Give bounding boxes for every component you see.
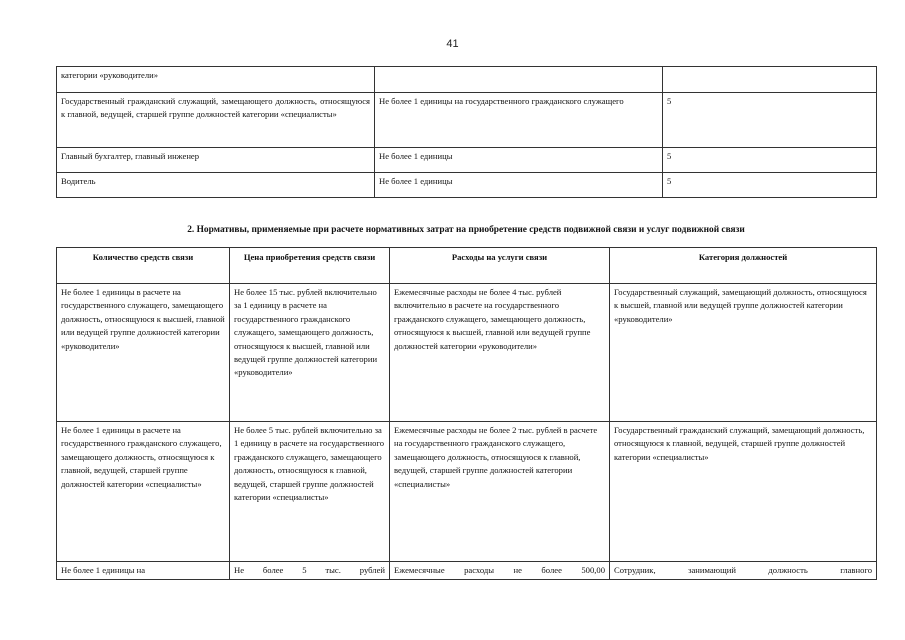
column-header: Цена приобретения средств связи — [230, 248, 390, 284]
table-cell: Сотрудник, занимающий должность главного — [610, 562, 877, 580]
previous-table-continuation — [56, 66, 877, 198]
table-row — [57, 284, 877, 422]
table-cell: Не более 1 единицы в расчете на государственного служащего, замещающего должность, относящуюся к высшей, главной или ведущей группе должностей категории «руководители» — [57, 284, 230, 422]
table-cell: категории «руководители» — [57, 67, 375, 93]
table-cell: Ежемесячные расходы не более 500,00 — [390, 562, 610, 580]
table-row — [57, 93, 877, 148]
table-cell: Не более 1 единицы на — [57, 562, 230, 580]
table-cell: Ежемесячные расходы не более 4 тыс. рублей включительно в расчете на государственного гражданского служащего, замещающего должность, относящуюся к высшей, главной или ведущей группе должностей категории «руководители» — [390, 284, 610, 422]
table-cell: 5 — [663, 173, 877, 198]
column-header: Расходы на услуги связи — [390, 248, 610, 284]
table-cell: 5 — [663, 148, 877, 173]
table-row — [57, 562, 877, 580]
mobile-communication-norms-table — [56, 247, 877, 580]
table-cell: Не более 1 единицы в расчете на государственного гражданского служащего, замещающего должность, относящуюся к главной, ведущей, старшей группе должностей категории «специалисты» — [57, 422, 230, 562]
page-number: 41 — [446, 38, 459, 50]
table-cell: Не более 15 тыс. рублей включительно за 1 единицу в расчете на государственного гражданского служащего, замещающего должность, относящуюся к высшей, главной или ведущей группе должностей категории «руководители» — [230, 284, 390, 422]
table-cell: Ежемесячные расходы не более 2 тыс. рублей в расчете на государственного гражданского служащего, замещающего должность, относящуюся к главной, ведущей, старшей группе должностей категории «специалисты» — [390, 422, 610, 562]
table-cell: Государственный служащий, замещающий должность, относящуюся к высшей, главной или ведущей группе должностей категории «руководители» — [610, 284, 877, 422]
table-row — [57, 148, 877, 173]
table-cell: Главный бухгалтер, главный инженер — [57, 148, 375, 173]
table-row — [57, 422, 877, 562]
table-row — [57, 67, 877, 93]
table-cell: Государственный гражданский служащий, замещающий должность, относящуюся к главной, ведущей, старшей группе должностей категории «специалисты» — [610, 422, 877, 562]
table-cell: Не более 1 единицы — [375, 173, 663, 198]
table-cell: Водитель — [57, 173, 375, 198]
table-header-row — [57, 248, 877, 284]
table-row — [57, 173, 877, 198]
table-cell: Не более 1 единицы — [375, 148, 663, 173]
table-cell — [663, 67, 877, 93]
table-cell: Не более 5 тыс. рублей включительно за 1 единицу в расчете на государственного гражданского служащего, замещающего должность, относящуюся к главной, ведущей, старшей группе должностей категории «специалисты» — [230, 422, 390, 562]
table-cell: Не более 5 тыс. рублей — [230, 562, 390, 580]
table-cell: Не более 1 единицы на государственного гражданского служащего — [375, 93, 663, 148]
table-cell: 5 — [663, 93, 877, 148]
column-header: Категория должностей — [610, 248, 877, 284]
table-cell: Государственный гражданский служащий, замещающего должность, относящуюся к главной, ведущей, старшей группе должностей категории «специалисты» — [57, 93, 375, 148]
section-title: 2. Нормативы, применяемые при расчете нормативных затрат на приобретение средств подвижной связи и услуг подвижной связи — [187, 225, 745, 235]
column-header: Количество средств связи — [57, 248, 230, 284]
table-cell — [375, 67, 663, 93]
